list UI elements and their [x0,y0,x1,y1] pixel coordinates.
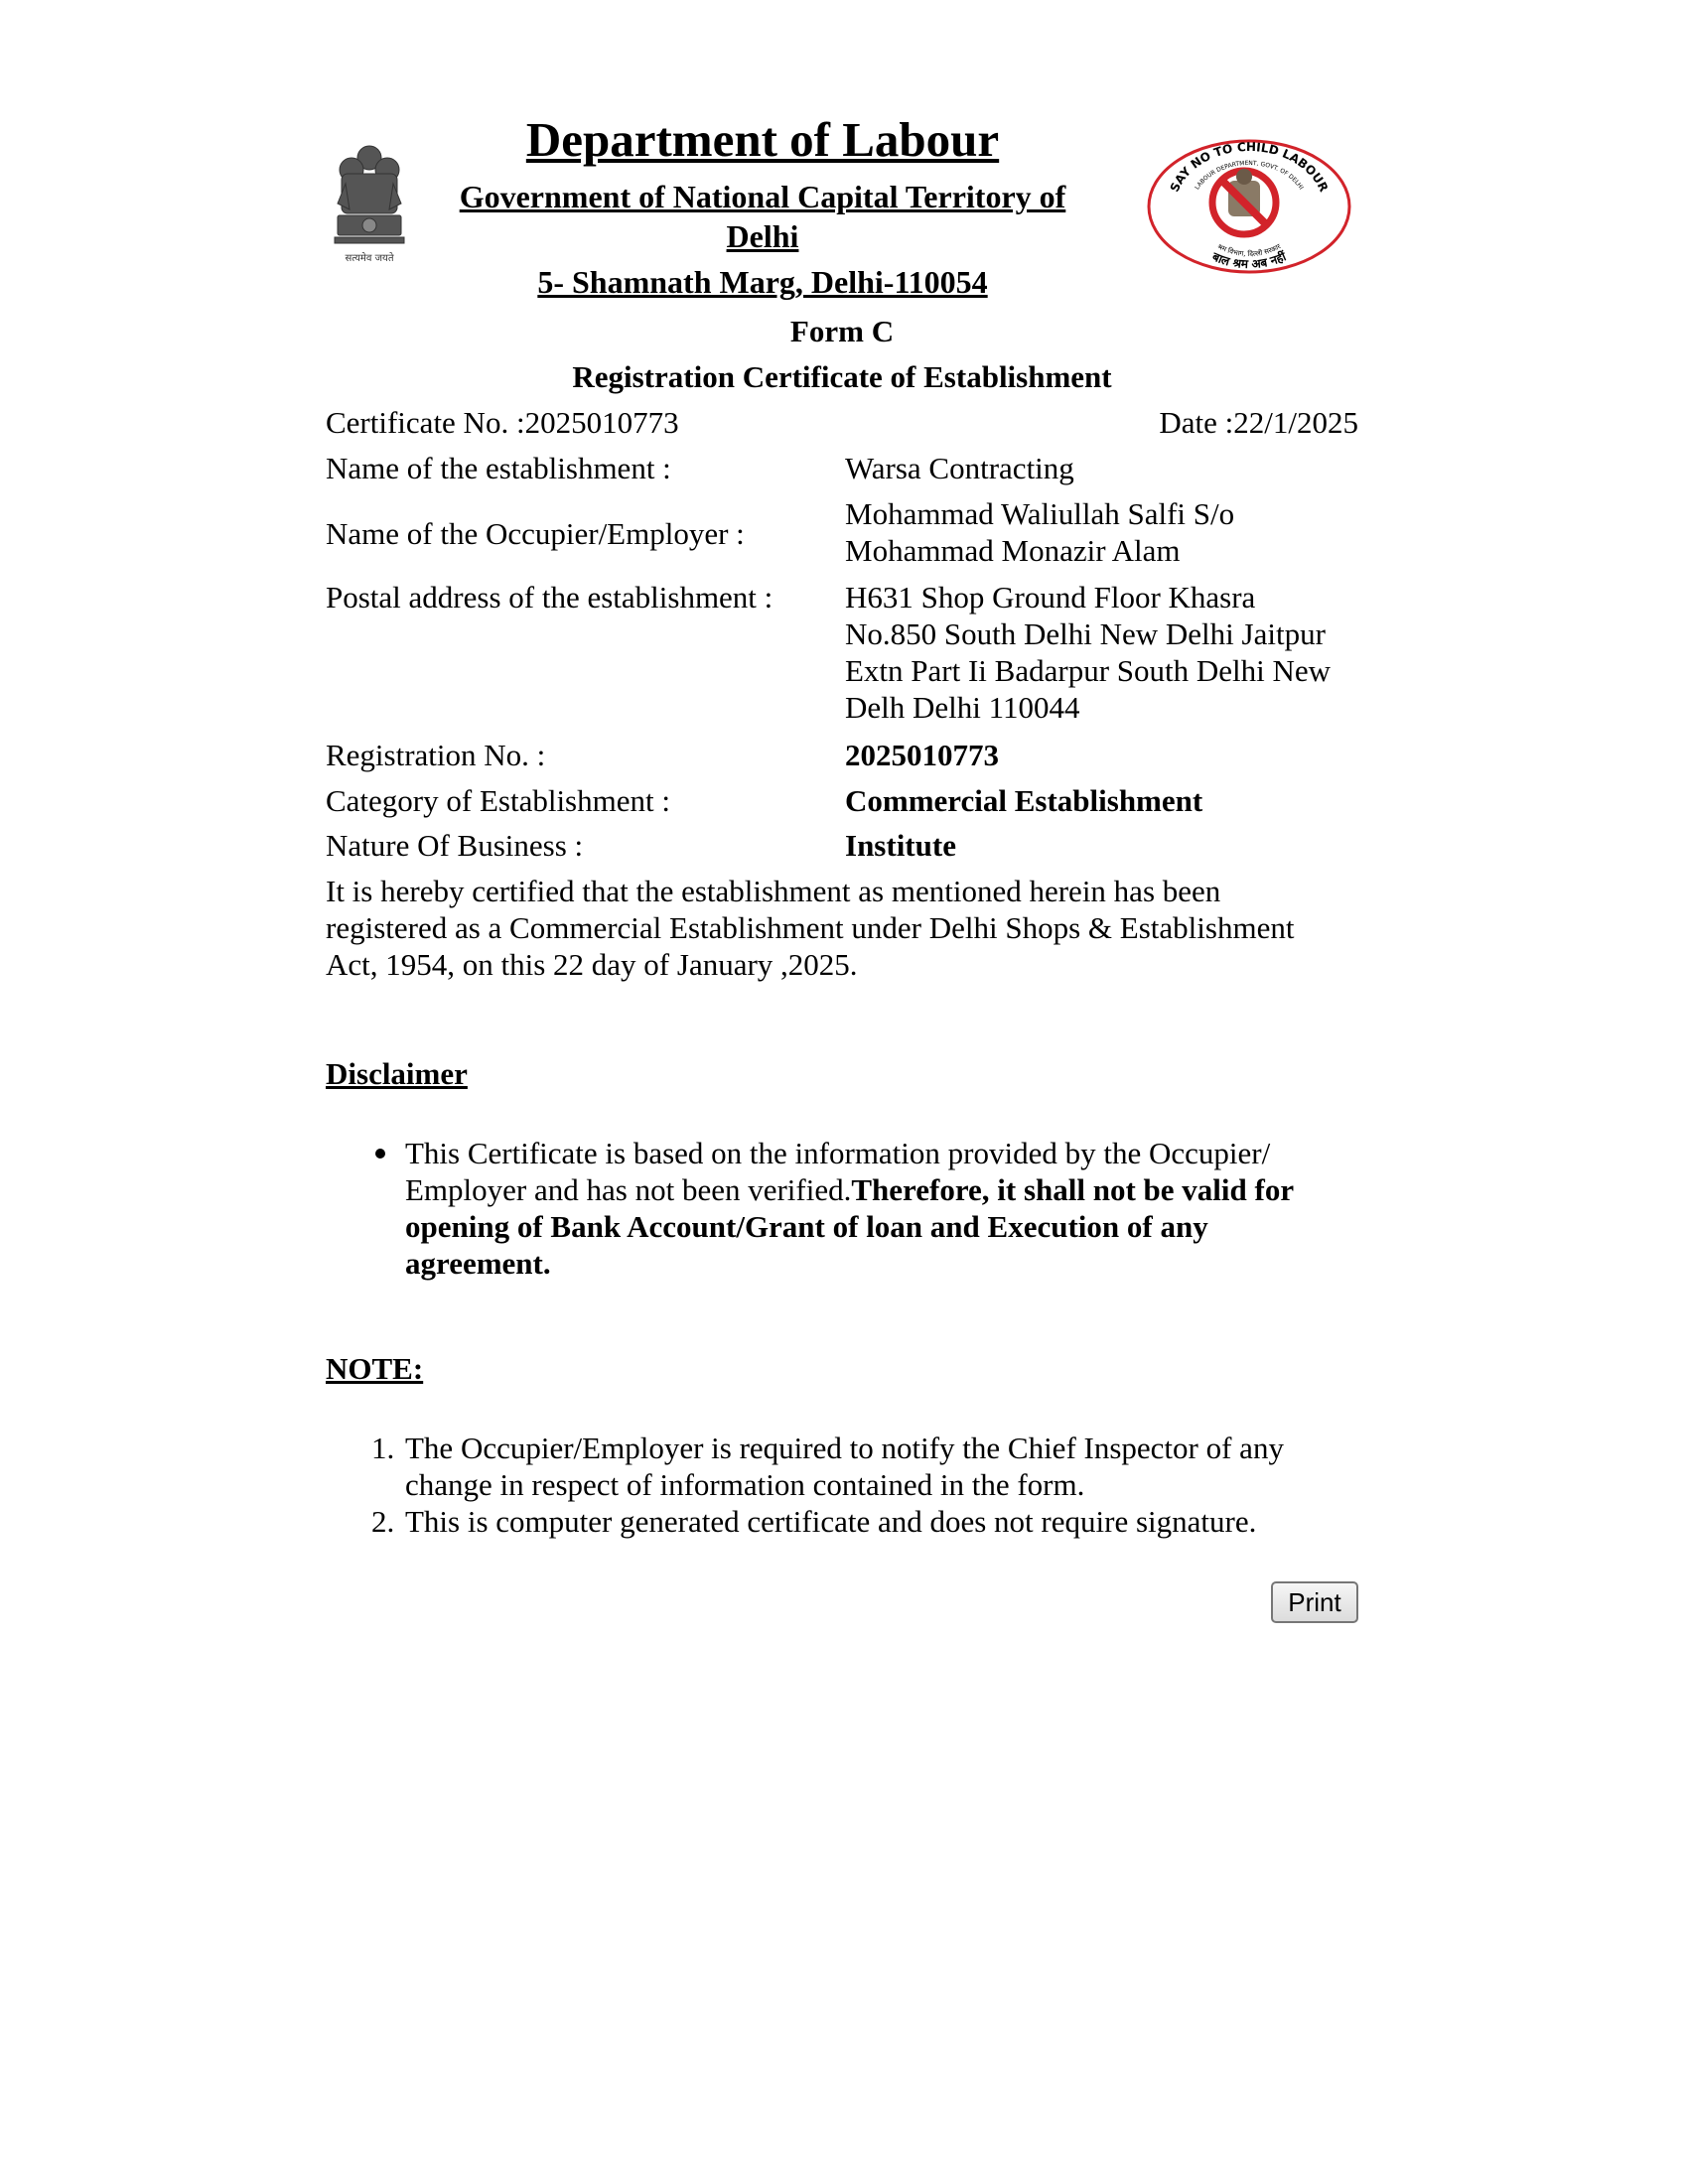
disclaimer-list [405,1135,1334,1282]
page-header [326,99,1358,308]
print-button[interactable]: Print [1271,1581,1358,1623]
nature-label: Nature Of Business : [326,828,584,863]
svg-text:LABOUR DEPARTMENT, GOVT. OF DE: LABOUR DEPARTMENT, GOVT. OF DELHI [1194,159,1305,192]
postal-address-label: Postal address of the establishment : [326,580,774,614]
note-list [371,1430,1358,1540]
form-title: Form C [789,314,895,348]
bullet-icon [375,1149,385,1159]
disclaimer-text: This Certificate is based on the information provided by the Occupier/ Employer and has not been verified. [405,1136,1271,1207]
certification-text: It is hereby certified that the establishment as mentioned herein has been registered as a Commercial Establishment under Delhi Shops & Establishment Act, 1954, on this 22 day of January ,2025. [326,874,1295,982]
government-title: Government of National Capital Territory of Delhi [459,179,1066,254]
svg-text:बाल श्रम अब नहीं: बाल श्रम अब नहीं [1209,249,1289,272]
svg-text:SAY NO TO CHILD LABOUR: SAY NO TO CHILD LABOUR [1167,139,1332,195]
nature-value: Institute [845,828,956,863]
registration-value: 2025010773 [845,738,999,772]
form-subtitle: Registration Certificate of Establishment [572,359,1112,394]
child-labour-seal-icon [1145,137,1353,276]
note-item: 1. The Occupier/Employer is required to notify the Chief Inspector of any change in respect of information contained in the form. [371,1431,1284,1502]
disclaimer-heading: Disclaimer [326,1056,468,1091]
occupier-value: Mohammad Waliullah Salfi S/o Mohammad Monazir Alam [845,496,1235,568]
disclaimer-text-bold: Therefore, it shall not be valid for opening of Bank Account/Grant of loan and Execution of any agreement. [405,1172,1294,1281]
establishment-name-value: Warsa Contracting [845,451,1074,485]
national-emblem-icon [332,144,407,267]
disclaimer-item [405,1135,1334,1282]
registration-label: Registration No. : [326,738,546,772]
office-address: 5- Shamnath Marg, Delhi-110054 [537,264,988,300]
svg-text:सत्यमेव जयते: सत्यमेव जयते [345,253,394,264]
note-item-text: The Occupier/Employer is required to notify the Chief Inspector of any change in respect of information contained in the form. [405,1431,1284,1502]
category-label: Category of Establishment : [326,783,670,818]
postal-address-value: H631 Shop Ground Floor Khasra No.850 South Delhi New Delhi Jaitpur Extn Part Ii Badarpur South Delhi New Delh Delhi 110044 [845,580,1332,725]
note-item-text: This is computer generated certificate and does not require signature. [405,1504,1257,1539]
occupier-label: Name of the Occupier/Employer : [326,516,745,551]
note-heading: NOTE: [326,1351,424,1386]
header-titles [420,109,1105,302]
category-value: Commercial Establishment [845,783,1203,818]
establishment-name-label: Name of the establishment : [326,451,671,485]
svg-text:श्रम विभाग, दिल्ली सरकार: श्रम विभाग, दिल्ली सरकार [1215,242,1283,259]
certificate-date: Date :22/1/2025 [1159,405,1358,440]
note-item: 2. This is computer generated certificate and does not require signature. [371,1504,1257,1539]
certificate-page [326,99,1358,1617]
department-title: Department of Labour [525,112,1000,167]
certificate-number: Certificate No. :2025010773 [326,405,679,440]
